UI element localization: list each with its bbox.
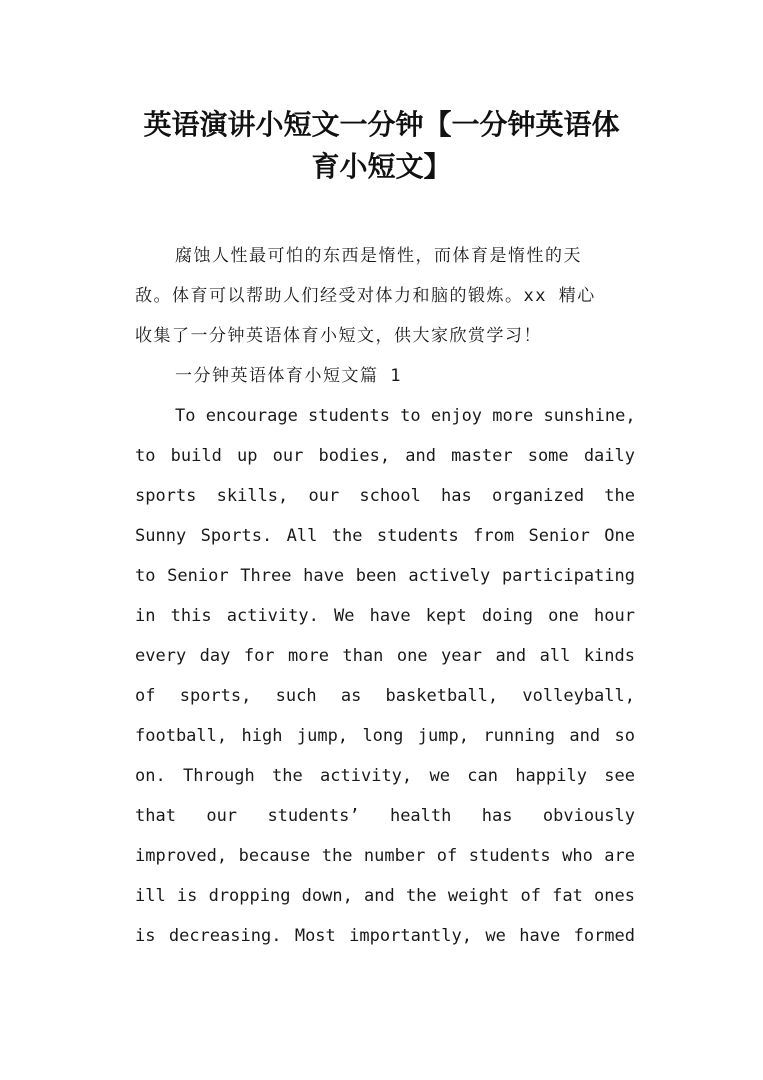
article-line: that our students’ health has obviously — [135, 806, 635, 826]
article-line: To encourage students to enjoy more sunshine, — [175, 406, 636, 426]
article-line: every day for more than one year and all kinds — [135, 646, 635, 666]
title-line-2: 育小短文】 — [311, 150, 452, 183]
intro-line-1: 腐蚀人性最可怕的东西是惰性，而体育是惰性的天 — [175, 246, 582, 266]
article-line: football, high jump, long jump, running and so — [135, 726, 635, 746]
article-line: to build up our bodies, and master some daily — [135, 446, 635, 466]
article-line: to Senior Three have been actively participating — [135, 566, 635, 586]
article-line: in this activity. We have kept doing one hour — [135, 606, 635, 626]
article-line: ill is dropping down, and the weight of fat ones — [135, 886, 635, 906]
article-line: sports skills, our school has organized the — [135, 486, 635, 506]
article-line: is decreasing. Most importantly, we have formed — [135, 926, 635, 946]
title-line-1: 英语演讲小短文一分钟【一分钟英语体 — [143, 108, 620, 141]
article-line: of sports, such as basketball, volleyball, — [135, 686, 635, 706]
article-line: on. Through the activity, we can happily see — [135, 766, 635, 786]
document-body — [135, 236, 635, 956]
intro-line-2: 敌。体育可以帮助人们经受对体力和脑的锻炼。xx 精心 — [135, 286, 596, 306]
document-title — [100, 104, 663, 188]
section-heading: 一分钟英语体育小短文篇 1 — [175, 366, 402, 386]
article-line: Sunny Sports. All the students from Senior One — [135, 526, 635, 546]
intro-line-3: 收集了一分钟英语体育小短文，供大家欣赏学习！ — [135, 326, 542, 346]
article-line: improved, because the number of students who are — [135, 846, 635, 866]
